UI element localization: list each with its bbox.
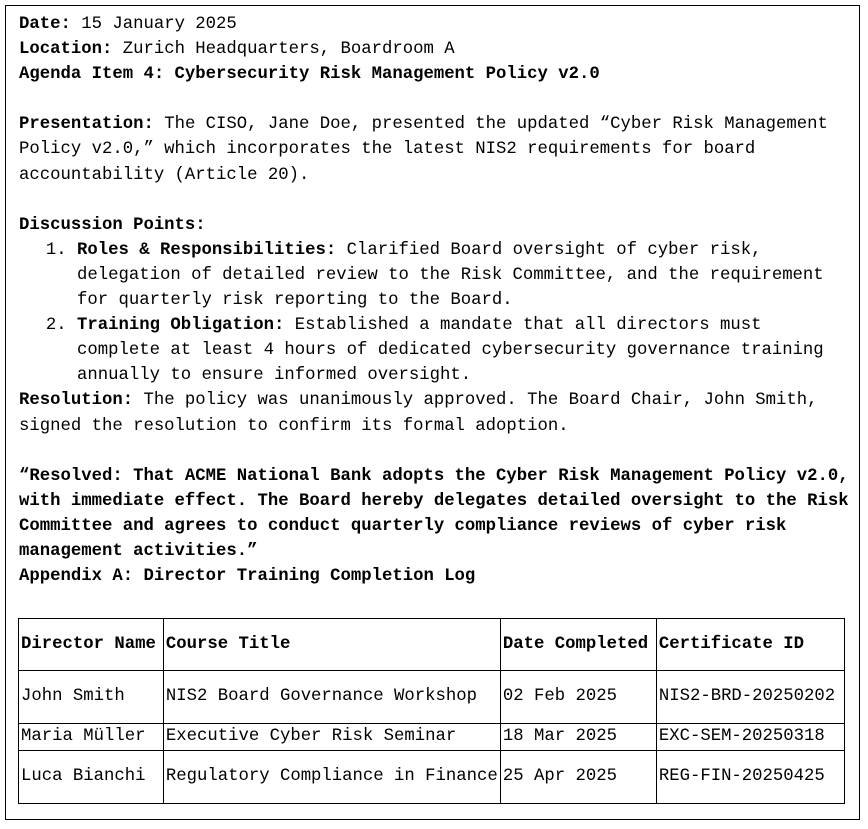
discussion-heading	[19, 213, 849, 238]
cell-date: 18 Mar 2025	[500, 724, 656, 751]
item-title: Training Obligation:	[77, 316, 285, 336]
table-row	[19, 751, 845, 804]
item-text: Clarified Board oversight of cyber risk, delegation of detailed review to the Risk Committee, and the requirement for quarterly risk reporting to the Board.	[77, 240, 824, 311]
appendix-title-text: Appendix A: Director Training Completion Log	[19, 567, 476, 587]
presentation-paragraph	[19, 112, 849, 187]
column-header-certificate: Certificate ID	[656, 619, 844, 671]
presentation-label: Presentation:	[19, 115, 154, 135]
table-header-row	[19, 619, 845, 671]
cell-certificate: REG-FIN-20250425	[656, 751, 844, 804]
cell-certificate: EXC-SEM-20250318	[656, 724, 844, 751]
column-header-director: Director Name	[19, 619, 164, 671]
discussion-label: Discussion Points:	[19, 215, 206, 235]
presentation-text: The CISO, Jane Doe, presented the updated “Cyber Risk Management Policy v2.0,” which incorporates the latest NIS2 requirements for board accountability (Article 20).	[19, 115, 828, 185]
column-header-course: Course Title	[163, 619, 500, 671]
item-text: Established a mandate that all directors must complete at least 4 hours of dedicated cybersecurity governance training annually to ensure informed oversight.	[77, 316, 824, 386]
cell-course: Executive Cyber Risk Seminar	[163, 724, 500, 751]
quote-text: “Resolved: That ACME National Bank adopts the Cyber Risk Management Policy v2.0, with immediate effect. The Board hereby delegates detailed oversight to the Risk Committee and agrees to conduct quarterly compliance reviews of cyber risk management activities.”	[19, 466, 849, 561]
cell-course: NIS2 Board Governance Workshop	[163, 671, 500, 724]
location-value: Zurich Headquarters, Boardroom A	[112, 40, 455, 60]
date-line	[19, 12, 849, 37]
cell-director: John Smith	[19, 671, 164, 724]
cell-certificate: NIS2-BRD-20250202	[656, 671, 844, 724]
appendix-title	[19, 564, 849, 589]
minutes-document	[19, 12, 849, 589]
resolution-label: Resolution:	[19, 391, 134, 411]
cell-date: 02 Feb 2025	[500, 671, 656, 724]
date-value: 15 January 2025	[70, 15, 237, 34]
cell-director: Luca Bianchi	[19, 751, 164, 804]
agenda-item	[19, 62, 849, 87]
resolution-quote	[19, 464, 849, 564]
cell-date: 25 Apr 2025	[500, 751, 656, 804]
discussion-list	[19, 238, 849, 389]
item-title: Roles & Responsibilities:	[77, 240, 337, 260]
location-line	[19, 37, 849, 62]
cell-director: Maria Müller	[19, 724, 164, 751]
training-log-table	[18, 618, 845, 804]
date-label: Date:	[19, 15, 71, 34]
table-row	[19, 724, 845, 751]
cell-course: Regulatory Compliance in Finance	[163, 751, 500, 804]
location-label: Location:	[19, 40, 113, 60]
list-item	[77, 313, 849, 388]
column-header-date: Date Completed	[500, 619, 656, 671]
resolution-text: The policy was unanimously approved. The Board Chair, John Smith, signed the resolution to confirm its formal adoption.	[19, 391, 818, 436]
resolution-paragraph	[19, 388, 849, 438]
agenda-title: Agenda Item 4: Cybersecurity Risk Management Policy v2.0	[19, 65, 600, 85]
list-item	[77, 238, 849, 313]
table-row	[19, 671, 845, 724]
